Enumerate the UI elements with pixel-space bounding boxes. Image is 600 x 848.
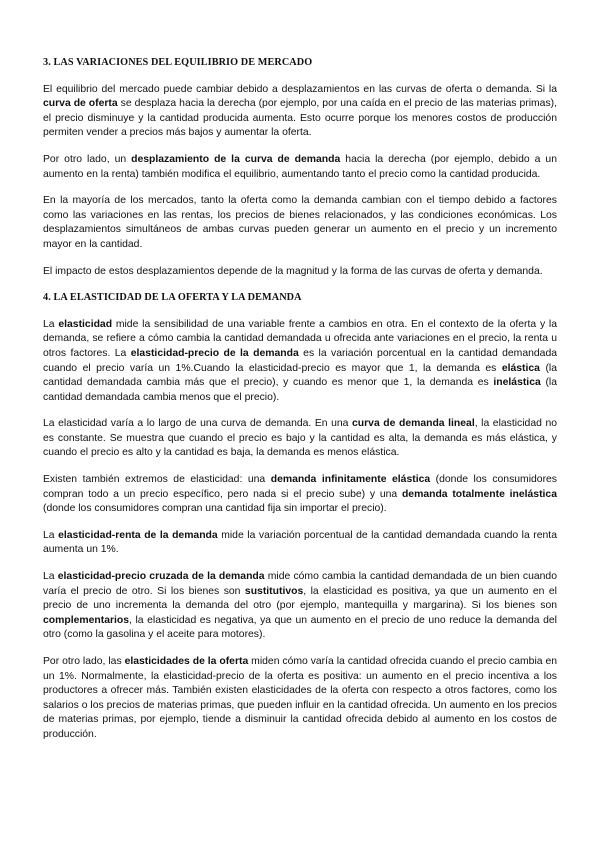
section-3-heading: 3. LAS VARIACIONES DEL EQUILIBRIO DE MERCADO <box>43 57 313 68</box>
bold-term: inelástica <box>493 377 541 389</box>
bold-term: elasticidad <box>58 318 113 330</box>
paragraph: La elasticidad-precio cruzada de la demanda mide cómo cambia la cantidad demandada de un bien cuando varía el precio de otro. Si los bienes son sustitutivos, la elasticidad es positiva, ya que un aumento en el precio de uno incrementa la demanda del otro (por ejemplo, mantequilla y margarina). Si los bienes son complementarios, la elasticidad es negativa, ya que un aumento en el precio de uno reduce la demanda del otro (como la gasolina y el aceite para motores). <box>43 571 557 641</box>
bold-term: curva de demanda lineal <box>352 418 475 430</box>
bold-term: elasticidad-renta de la demanda <box>58 529 218 541</box>
paragraph: La elasticidad mide la sensibilidad de una variable frente a cambios en otra. En el contexto de la oferta y la demanda, se refiere a cómo cambia la cantidad demandada u ofrecida ante variaciones en el precio, la renta u otros factores. La elasticidad-precio de la demanda es la variación porcentual en la cantidad demandada cuando el precio varía un 1%.Cuando la elasticidad-precio es mayor que 1, la demanda es elástica (la cantidad demandada cambia más que el precio), y cuando es menor que 1, la demanda es inelástica (la cantidad demandada cambia menos que el precio). <box>43 318 558 403</box>
paragraph: La elasticidad-renta de la demanda mide la variación porcentual de la cantidad demandada cuando la renta aumenta un 1%. <box>43 529 557 556</box>
bold-term: demanda infinitamente elástica <box>270 474 431 486</box>
bold-term: elasticidad-precio cruzada de la demanda <box>57 571 265 583</box>
bold-term: demanda totalmente inelástica <box>401 488 557 500</box>
paragraph: Por otro lado, un desplazamiento de la curva de demanda hacia la derecha (por ejemplo, debido a un aumento en la renta) también modifica el equilibrio, aumentando tanto el precio como la cantidad producida. <box>43 153 557 180</box>
bold-term: elástica <box>501 362 540 374</box>
bold-term: elasticidades de la oferta <box>124 656 249 667</box>
paragraph: El impacto de estos desplazamientos depende de la magnitud y la forma de las curvas de oferta y demanda. <box>43 265 543 277</box>
bold-term: desplazamiento de la curva de demanda <box>131 153 341 165</box>
section-4-heading: 4. LA ELASTICIDAD DE LA OFERTA Y LA DEMANDA <box>43 292 302 304</box>
paragraph: En la mayoría de los mercados, tanto la oferta como la demanda cambian con el tiempo debido a factores como las variaciones en las rentas, los precios de bienes relacionados, y las condiciones económicas. Los desplazamientos simultáneos de ambas curvas pueden generar un aumento en el precio y un incremento mayor en la cantidad. <box>43 195 557 250</box>
bold-term: complementarios <box>43 614 130 626</box>
document-body <box>43 56 557 755</box>
bold-term: sustitutivos <box>244 585 304 597</box>
bold-term: curva de oferta <box>43 98 118 110</box>
paragraph: El equilibrio del mercado puede cambiar debido a desplazamientos en las curvas de oferta o demanda. Si la curva de oferta se desplaza hacia la derecha (por ejemplo, por una caída en el precio de las materias primas), el precio disminuye y la cantidad producida aumenta. Esto ocurre porque los menores costos de producción permiten vender a precios más bajos y aumentar la oferta. <box>43 83 557 139</box>
paragraph: La elasticidad varía a lo largo de una curva de demanda. En una curva de demanda lineal, la elasticidad no es constante. Se muestra que cuando el precio es bajo y la cantidad es alta, la demanda es más elástica, y cuando el precio es alto y la cantidad es baja, la demanda es menos elástica. <box>43 418 558 459</box>
bold-term: elasticidad-precio de la demanda <box>130 347 299 359</box>
paragraph: Existen también extremos de elasticidad: una demanda infinitamente elástica (donde los consumidores compran todo a un precio específico, pero nada si el precio sube) y una demanda totalmente inelástica (donde los consumidores compran una cantidad fija sin importar el precio). <box>43 474 558 515</box>
paragraph: Por otro lado, las elasticidades de la oferta miden cómo varía la cantidad ofrecida cuando el precio cambia en un 1%. Normalmente, la elasticidad-precio de la oferta es positiva: un aumento en el precio incentiva a los productores a ofrecer más. También existen elasticidades de la oferta con respecto a otros factores, como los salarios o los precios de materias primas, que pueden influir en la cantidad ofrecida. Un aumento en los precios de materias primas, por ejemplo, tiende a disminuir la cantidad ofrecida debido al aumento en los costos de producción. <box>43 656 558 740</box>
